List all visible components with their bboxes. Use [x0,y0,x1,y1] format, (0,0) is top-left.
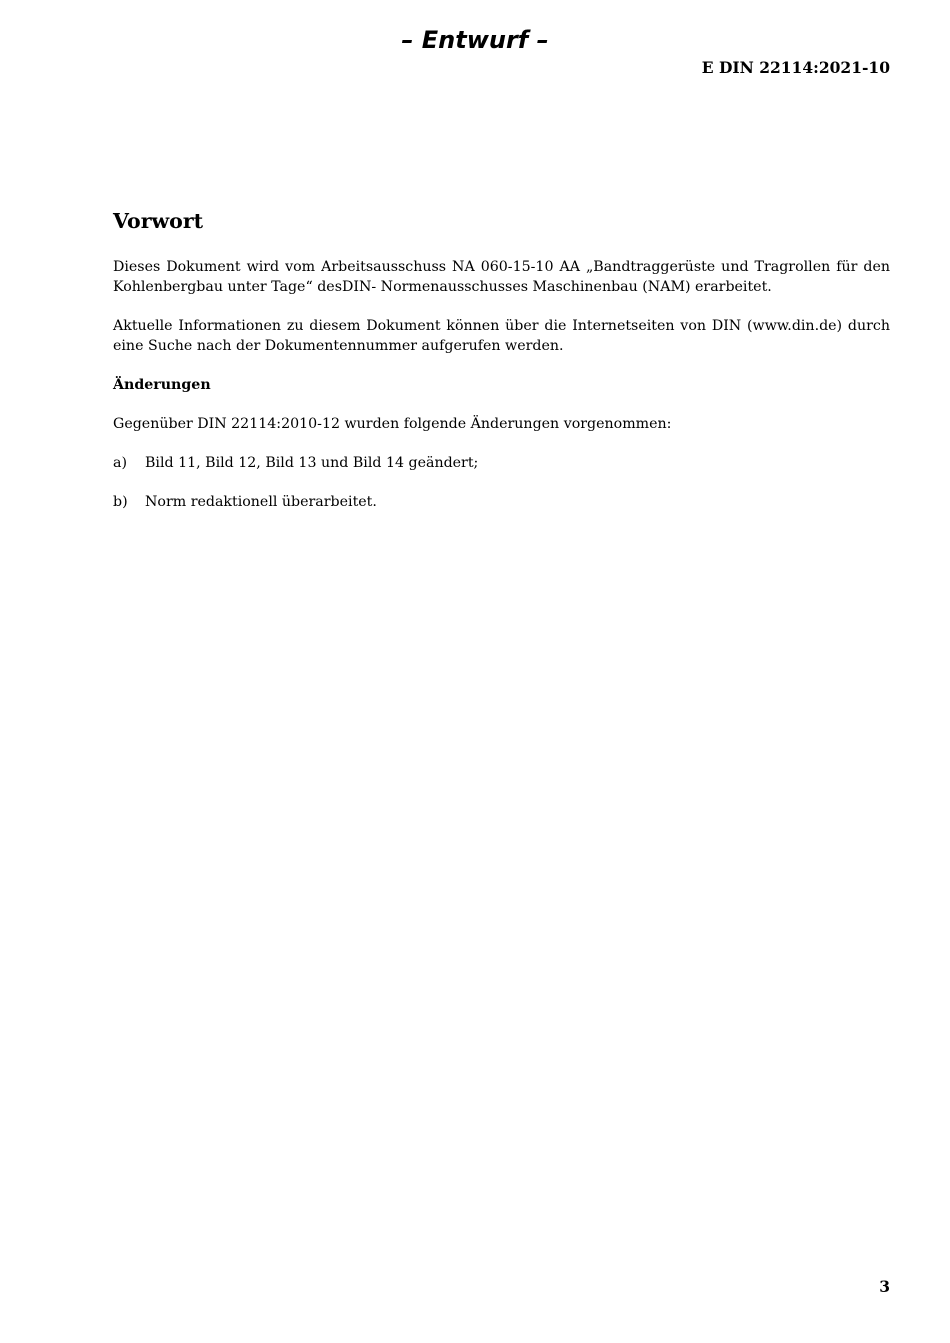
document-identifier: E DIN 22114:2021-10 [701,58,890,77]
changes-list [113,454,890,513]
section-title: Vorwort [113,209,204,233]
draft-watermark-title: – Entwurf – [401,26,549,54]
list-item [113,493,890,513]
list-marker: a) [113,455,127,471]
paragraph: Dieses Dokument wird vom Arbeitsausschuss NA 060-15-10 AA „Bandtraggerüste und Tragrollen für den Kohlenbergbau unter Tage“ desDIN- Normenausschusses Maschinenbau (NAM) erarbeitet. [113,259,890,295]
list-item [113,454,890,474]
paragraph: Aktuelle Informationen zu diesem Dokument können über die Internetseiten von DIN (www.din.de) durch eine Suche nach der Dokumentennummer aufgerufen werden. [113,318,890,354]
page-number: 3 [879,1277,890,1296]
list-marker: b) [113,494,128,510]
list-item-text: Norm redaktionell überarbeitet. [145,494,377,510]
changes-intro: Gegenüber DIN 22114:2010-12 wurden folgende Änderungen vorgenommen: [113,415,672,432]
document-body [113,207,890,532]
changes-heading: Änderungen [113,377,211,393]
list-item-text: Bild 11, Bild 12, Bild 13 und Bild 14 geändert; [145,455,479,471]
